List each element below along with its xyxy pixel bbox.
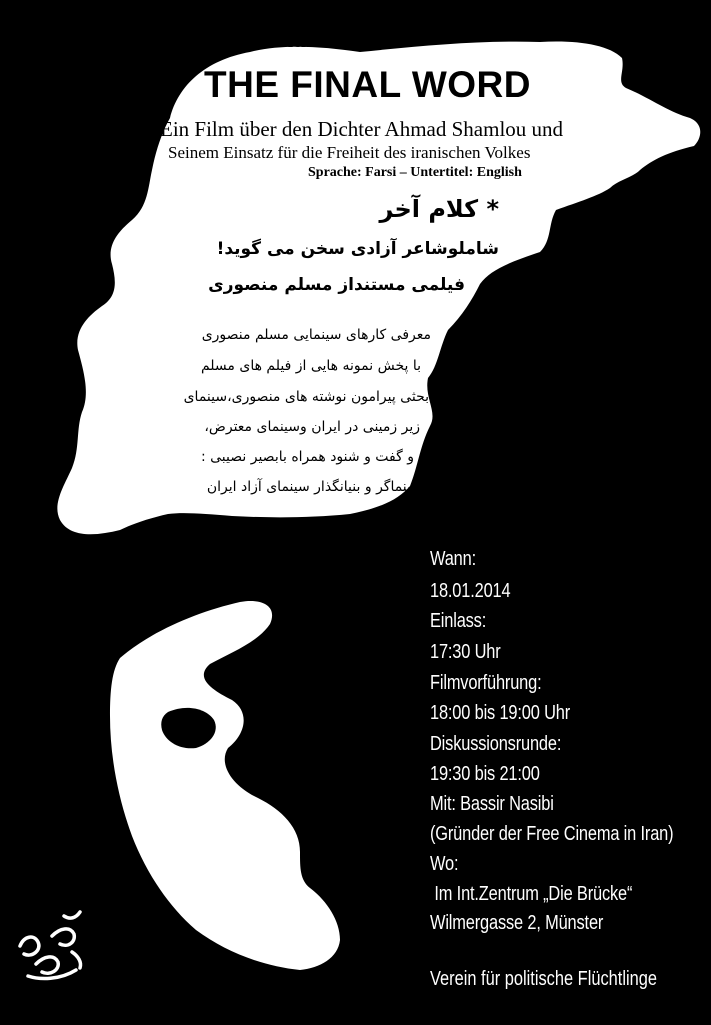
farsi-body-line: با پخش نمونه هایی از فیلم های مسلم bbox=[200, 358, 421, 374]
farsi-body-line: و گفت و شنود همراه بابصیر نصیبی : bbox=[200, 449, 414, 465]
chin-silhouette bbox=[110, 601, 340, 970]
admission-time: 17:30 Uhr bbox=[430, 641, 501, 663]
language-info: Sprache: Farsi – Untertitel: English bbox=[308, 165, 522, 180]
event-date: 18.01.2014 bbox=[430, 580, 511, 602]
subtitle-line-1: Ein Film über den Dichter Ahmad Shamlou und bbox=[160, 117, 564, 141]
farsi-tagline: شاملوشاعر آزادی سخن می گوید! bbox=[216, 239, 499, 259]
farsi-body-line: معرفی کارهای سینمایی مسلم منصوری bbox=[201, 327, 431, 343]
artist-signature-icon bbox=[14, 906, 88, 986]
subtitle-line-2: Seinem Einsatz für die Freiheit des iranischen Volkes bbox=[168, 143, 531, 162]
organizer-name: Verein für politische Flüchtlinge bbox=[430, 968, 657, 990]
farsi-credit: فیلمی مستنداز مسلم منصوری bbox=[208, 275, 465, 295]
screening-time: 18:00 bis 19:00 Uhr bbox=[430, 702, 571, 724]
film-title: THE FINAL WORD bbox=[204, 64, 531, 105]
discussion-time: 19:30 bis 21:00 bbox=[430, 763, 540, 785]
farsi-body-line: سینماگر و بنیانگذار سینمای آزاد ایران bbox=[206, 479, 423, 495]
screening-label: Filmvorführung: bbox=[430, 672, 542, 694]
farsi-body-line: زیر زمینی در ایران وسینمای معترض، bbox=[204, 419, 420, 435]
farsi-title: * کلام آخر bbox=[379, 195, 499, 223]
director-credit: Moslem Mansouri`s bbox=[255, 31, 409, 51]
venue-address: Wilmergasse 2, Münster bbox=[430, 912, 604, 934]
farsi-body-line: بحثی پیرامون نوشته های منصوری،سینمای bbox=[183, 389, 429, 405]
guest-speaker: Mit: Bassir Nasibi bbox=[430, 793, 554, 815]
guest-speaker-note: (Gründer der Free Cinema in Iran) bbox=[430, 823, 674, 845]
where-label: Wo: bbox=[430, 853, 459, 875]
discussion-label: Diskussionsrunde: bbox=[430, 733, 562, 755]
admission-label: Einlass: bbox=[430, 610, 487, 632]
venue-name: Im Int.Zentrum „Die Brücke“ bbox=[430, 883, 633, 905]
when-label: Wann: bbox=[430, 548, 476, 570]
